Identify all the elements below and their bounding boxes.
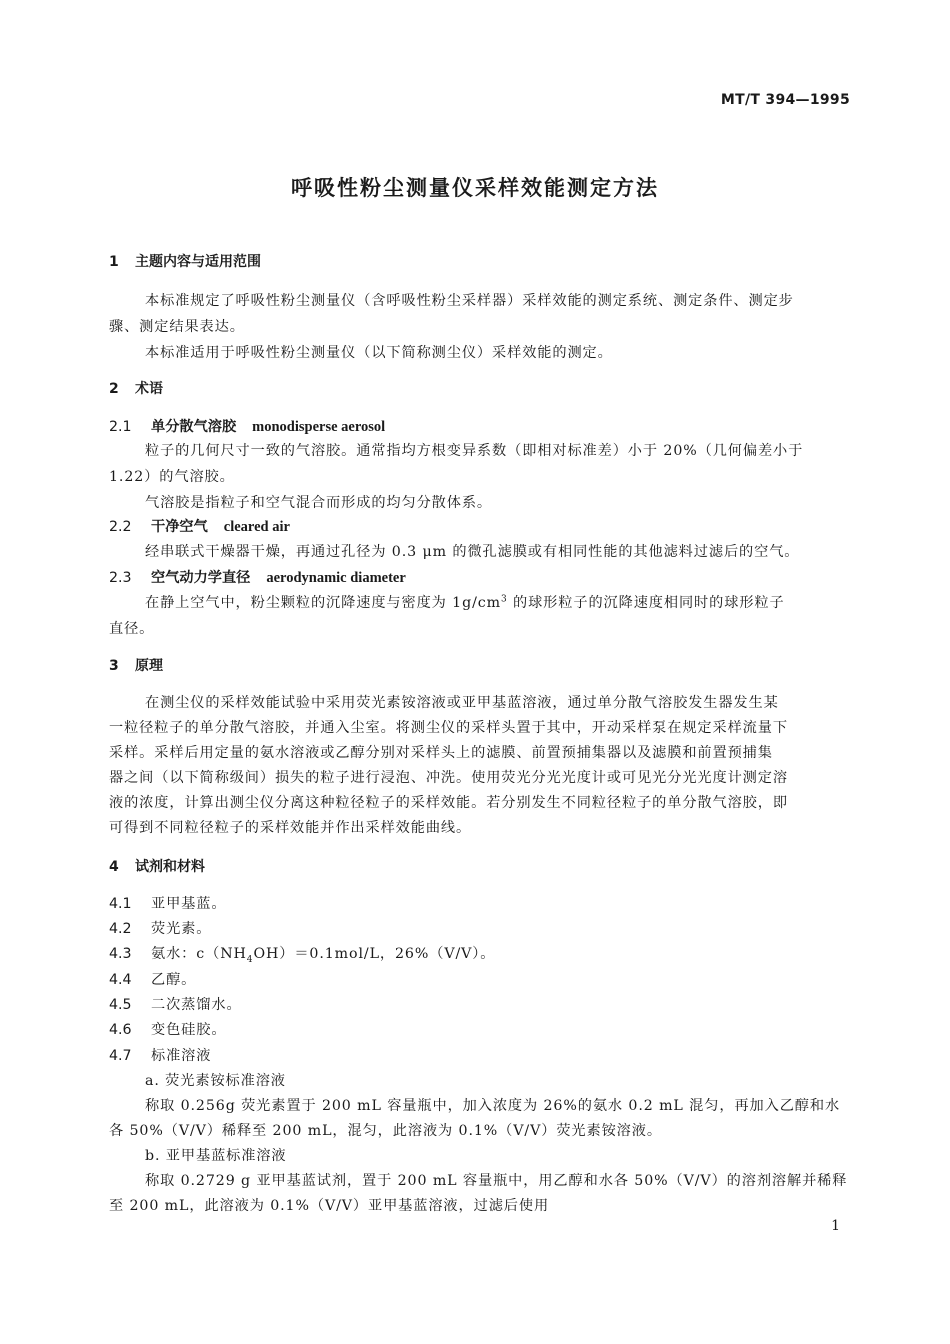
paragraph-line: 直径。 [109,621,155,637]
item-text: 荧光素。 [151,921,212,937]
paragraph-line: 器之间（以下简称级间）损失的粒子进行浸泡、冲洗。使用荧光分光光度计或可见光分光光度计测定溶 [109,770,788,786]
section-1-heading [109,251,261,271]
paragraph-line: 本标准适用于呼吸性粉尘测量仪（以下简称测尘仪）采样效能的测定。 [145,345,613,361]
section-title: 术语 [135,381,163,397]
paragraph-line: 经串联式干燥器干燥，再通过孔径为 0.3 μm 的微孔滤膜或有相同性能的其他滤料过滤后的空气。 [145,544,800,560]
section-title: 原理 [135,658,163,674]
item-text: 二次蒸馏水。 [151,997,242,1013]
term-2-3-heading [109,567,406,587]
list-item [109,943,495,965]
term-2-2-heading [109,516,290,536]
section-4-heading [109,856,205,876]
item-number: 4.5 [109,997,132,1013]
term-en: aerodynamic diameter [266,570,406,586]
sub-item-label: a. 荧光素铵标准溶液 [145,1073,286,1089]
paragraph-line [145,592,785,612]
section-title: 主题内容与适用范围 [135,254,261,270]
section-number: 3 [109,658,119,674]
text-run: 的球形粒子的沉降速度相同时的球形粒子 [507,595,785,611]
paragraph-line: 各 50%（V/V）稀释至 200 mL，混匀，此溶液为 0.1%（V/V）荧光素铵溶液。 [109,1123,662,1139]
term-cn: 单分散气溶胶 [151,419,237,435]
item-text: 标准溶液 [151,1048,212,1064]
item-number: 4.4 [109,972,132,988]
paragraph-line: 骤、测定结果表达。 [109,319,245,335]
section-3-heading [109,655,163,675]
paragraph-line: 可得到不同粒径粒子的采样效能并作出采样效能曲线。 [109,820,472,836]
term-number: 2.3 [109,570,132,586]
paragraph-line: 一粒径粒子的单分散气溶胶，并通入尘室。将测尘仪的采样头置于其中，开动采样泵在规定采样流量下 [109,720,788,736]
section-number: 2 [109,381,119,397]
term-number: 2.2 [109,519,132,535]
superscript: 3 [500,594,508,605]
document-title: 呼吸性粉尘测量仪采样效能测定方法 [291,176,659,200]
item-number: 4.7 [109,1048,132,1064]
paragraph-line: 液的浓度，计算出测尘仪分离这种粒径粒子的采样效能。若分别发生不同粒径粒子的单分散气溶胶，即 [109,795,788,811]
section-number: 4 [109,859,119,875]
item-number: 4.3 [109,946,132,962]
paragraph-line: 称取 0.256g 荧光素置于 200 mL 容量瓶中，加入浓度为 26%的氨水 0.2 mL 混匀，再加入乙醇和水 [145,1098,841,1114]
page-number: 1 [831,1218,840,1234]
section-2-heading [109,378,163,398]
term-en: monodisperse aerosol [252,419,386,435]
paragraph-line: 粒子的几何尺寸一致的气溶胶。通常指均方根变异系数（即相对标准差）小于 20%（几何偏差小于 [145,443,804,459]
paragraph-line: 采样。采样后用定量的氨水溶液或乙醇分别对采样头上的滤膜、前置预捕集器以及滤膜和前置预捕集 [109,745,773,761]
term-en: cleared air [223,519,290,535]
term-cn: 干净空气 [151,519,208,535]
section-title: 试剂和材料 [135,859,205,875]
item-text: 氨水：c（NH [151,946,247,962]
term-2-1-heading [109,416,385,436]
section-number: 1 [109,254,119,270]
term-number: 2.1 [109,419,132,435]
item-number: 4.6 [109,1022,132,1038]
item-text: 变色硅胶。 [151,1022,227,1038]
item-text: 亚甲基蓝。 [151,896,227,912]
paragraph-line: 1.22）的气溶胶。 [109,469,235,485]
item-number: 4.2 [109,921,132,937]
item-text: 乙醇。 [151,972,197,988]
paragraph-line: 至 200 mL，此溶液为 0.1%（V/V）亚甲基蓝溶液，过滤后使用 [109,1198,550,1214]
subscript: 4 [246,954,254,965]
list-item [109,918,211,938]
standard-code: MT/T 394—1995 [720,92,850,108]
term-cn: 空气动力学直径 [151,570,251,586]
paragraph-line: 称取 0.2729 g 亚甲基蓝试剂，置于 200 mL 容量瓶中，用乙醇和水各 50%（V/V）的溶剂溶解并稀释 [145,1173,848,1189]
item-number: 4.1 [109,896,132,912]
paragraph-line: 在测尘仪的采样效能试验中采用荧光素铵溶液或亚甲基蓝溶液，通过单分散气溶胶发生器发生某 [145,695,779,711]
list-item [109,1045,211,1065]
list-item [109,969,196,989]
sub-item-label: b. 亚甲基蓝标准溶液 [145,1148,287,1164]
paragraph-line: 气溶胶是指粒子和空气混合而形成的均匀分散体系。 [145,495,493,511]
list-item [109,1019,226,1039]
list-item [109,994,242,1014]
paragraph-line: 本标准规定了呼吸性粉尘测量仪（含呼吸性粉尘采样器）采样效能的测定系统、测定条件、测定步 [145,293,794,309]
list-item [109,893,226,913]
item-text: OH）＝0.1mol/L，26%（V/V）。 [253,946,496,962]
text-run: 在静上空气中，粉尘颗粒的沉降速度与密度为 1g/cm [145,595,501,611]
